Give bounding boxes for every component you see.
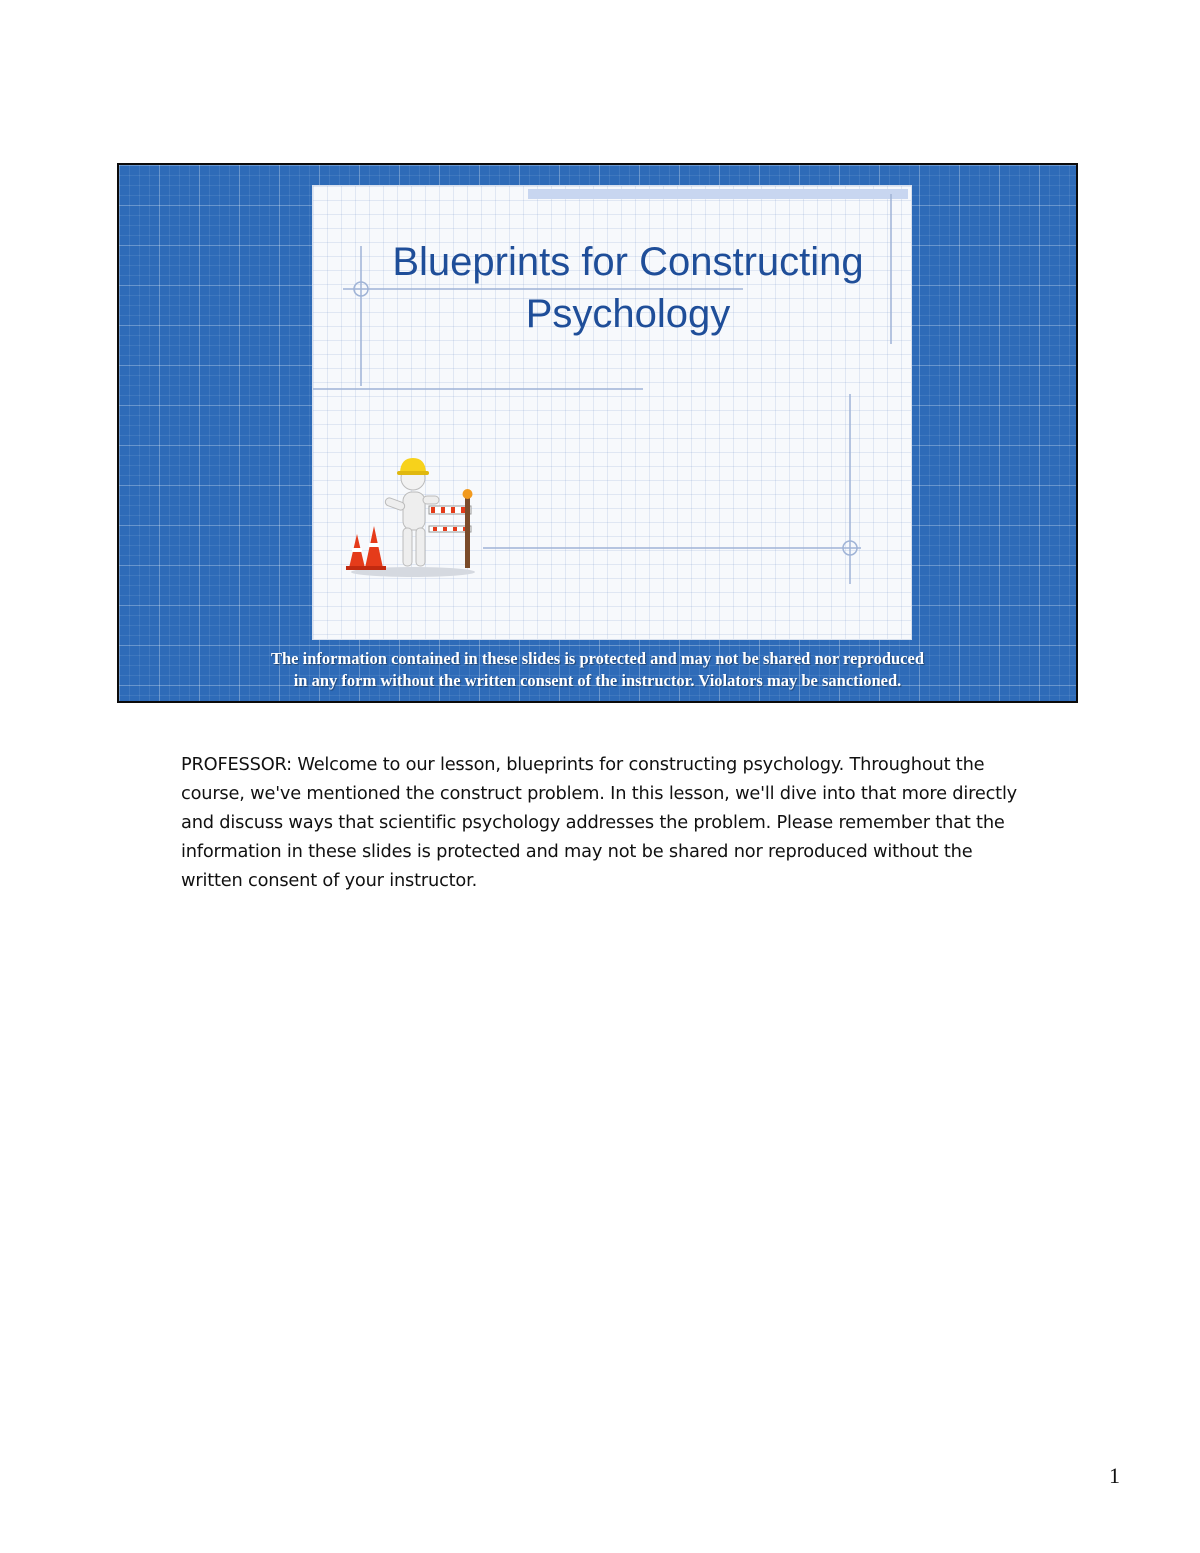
copyright-notice-line-2: in any form without the written consent of the instructor. Violators may be sanctioned. (293, 671, 902, 690)
construction-worker-with-barrier-icon (343, 448, 483, 578)
speaker-notes: PROFESSOR: Welcome to our lesson, blueprints for constructing psychology. Throughout the course, we've mentioned the construct problem. In this lesson, we'll dive into that more directly and discuss ways that scientific psychology addresses the problem. Please remember that the information in these slides is protected and may not be shared nor reproduced without the written consent of your instructor. (181, 754, 1018, 891)
slide (117, 163, 1078, 703)
copyright-notice (119, 648, 1076, 692)
slide-content-panel (312, 185, 912, 640)
page-number: 1 (1109, 1463, 1120, 1488)
slide-title-line-1: Blueprints for Constructing (392, 240, 864, 284)
slide-title (353, 236, 903, 340)
copyright-notice-line-1: The information contained in these slides is protected and may not be shared nor reproduced (270, 649, 924, 668)
traffic-cone-icon (346, 526, 386, 570)
slide-title-line-2: Psychology (525, 292, 731, 336)
